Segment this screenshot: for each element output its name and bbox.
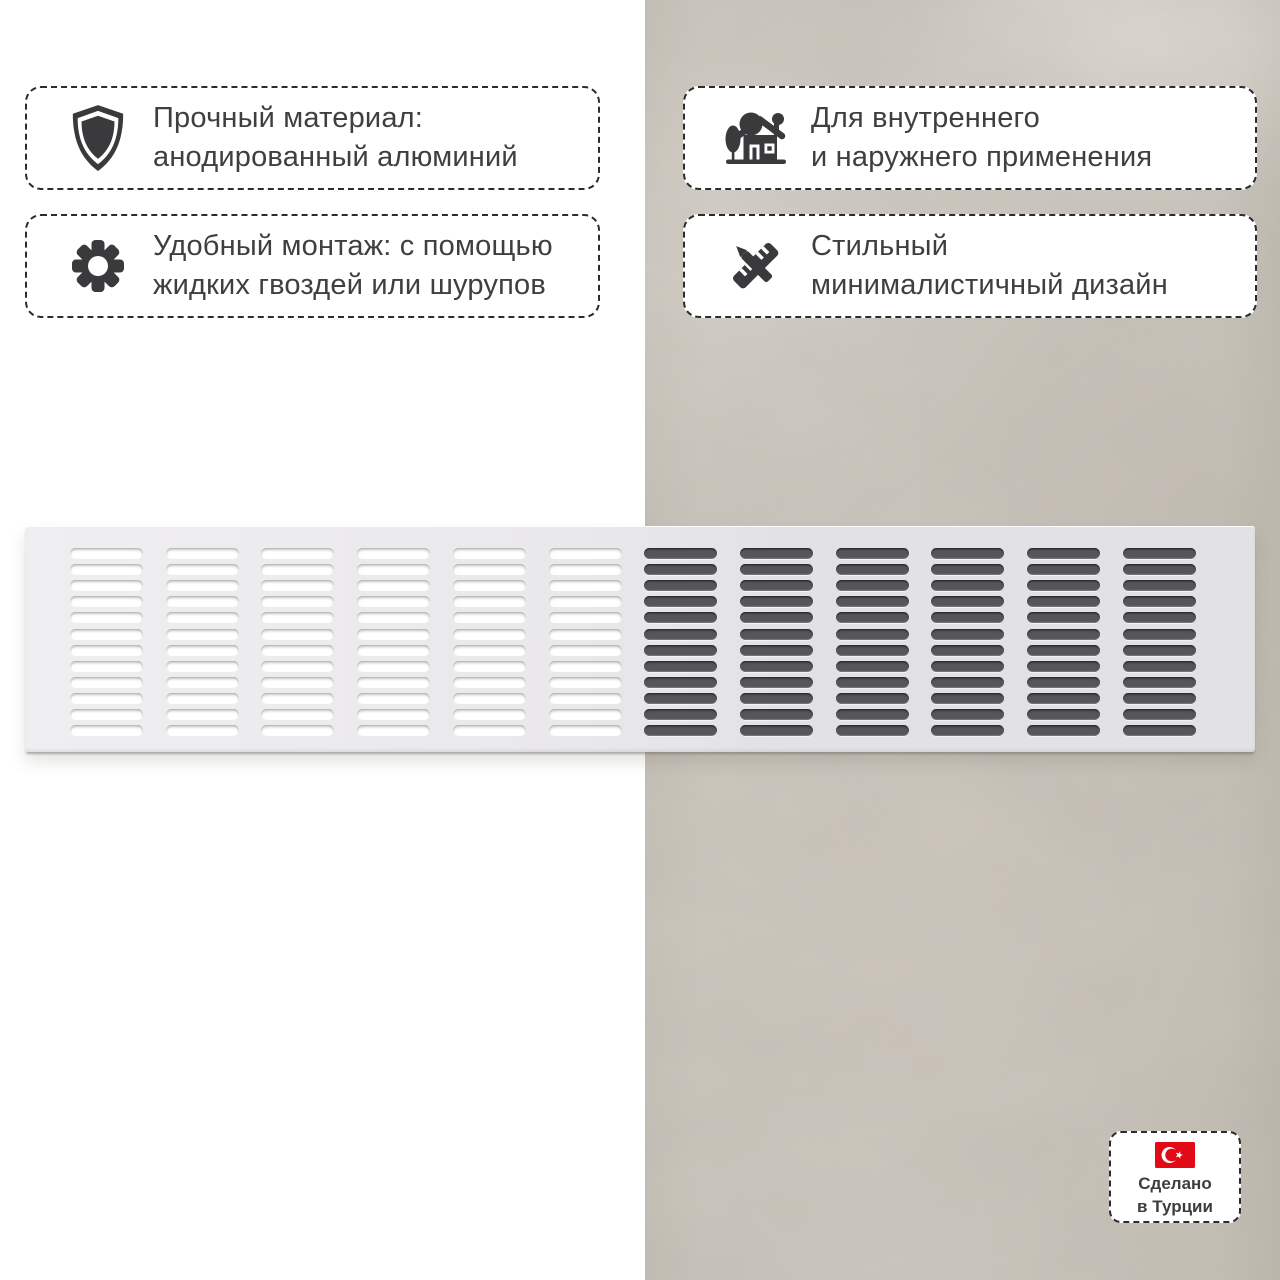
grille-slot xyxy=(453,725,526,736)
grille-slot xyxy=(166,645,239,656)
grille-slot xyxy=(261,709,334,720)
grille-slot xyxy=(740,580,813,591)
grille-slot xyxy=(70,596,143,607)
grille-slot xyxy=(644,693,717,704)
grille-slot xyxy=(70,693,143,704)
grille-slot xyxy=(1123,548,1196,559)
grille-slot xyxy=(549,629,622,640)
grille-slot xyxy=(1123,564,1196,575)
feature-box-design xyxy=(683,214,1257,318)
grille-slot xyxy=(1027,709,1100,720)
pencil-ruler-icon xyxy=(723,237,789,295)
grille-slot xyxy=(261,693,334,704)
grille-slot xyxy=(1123,725,1196,736)
grille-slot xyxy=(549,564,622,575)
grille-slot xyxy=(740,677,813,688)
grille-slot xyxy=(549,725,622,736)
feature-text-design xyxy=(811,227,1168,305)
grille-slot xyxy=(931,580,1004,591)
grille-slot xyxy=(453,580,526,591)
grille-slot xyxy=(740,612,813,623)
feature-line: Удобный монтаж: с помощью xyxy=(153,230,553,262)
grille-slot xyxy=(357,645,430,656)
grille-slot xyxy=(70,709,143,720)
grille-slot xyxy=(931,661,1004,672)
grille-slot xyxy=(70,612,143,623)
grille-slot xyxy=(166,709,239,720)
feature-box-mounting xyxy=(25,214,600,318)
grille-slot xyxy=(644,564,717,575)
grille-slot xyxy=(740,709,813,720)
shield-icon xyxy=(65,103,131,173)
grille-slot xyxy=(836,612,909,623)
grille-slot xyxy=(453,548,526,559)
grille-slot xyxy=(261,564,334,575)
feature-line: Прочный материал: xyxy=(153,102,424,134)
grille-slot xyxy=(1123,580,1196,591)
grille-slot xyxy=(549,693,622,704)
grille-slot xyxy=(166,612,239,623)
ventilation-grille xyxy=(25,526,1255,752)
grille-slot xyxy=(166,725,239,736)
feature-line: Стильный xyxy=(811,230,949,262)
grille-slot xyxy=(644,596,717,607)
grille-slot xyxy=(1123,693,1196,704)
grille-slot xyxy=(166,564,239,575)
grille-slot xyxy=(740,596,813,607)
grille-slot xyxy=(1027,661,1100,672)
grille-slot xyxy=(836,725,909,736)
grille-slot xyxy=(644,725,717,736)
grille-slot xyxy=(836,596,909,607)
feature-line: минималистичный дизайн xyxy=(811,269,1168,301)
grille-slot xyxy=(1123,596,1196,607)
grille-slot xyxy=(70,548,143,559)
grille-slot xyxy=(644,677,717,688)
grille-slot xyxy=(166,693,239,704)
grille-slot xyxy=(549,580,622,591)
grille-slot xyxy=(70,661,143,672)
grille-slot xyxy=(357,709,430,720)
grille-slot xyxy=(1123,709,1196,720)
grille-slot xyxy=(1027,548,1100,559)
grille-slot xyxy=(549,645,622,656)
grille-slot xyxy=(166,548,239,559)
grille-slot xyxy=(1123,645,1196,656)
grille-slot xyxy=(836,629,909,640)
grille-slot xyxy=(931,677,1004,688)
grille-slot xyxy=(70,564,143,575)
grille-slot xyxy=(836,693,909,704)
grille-slot xyxy=(644,645,717,656)
grille-slot xyxy=(357,677,430,688)
grille-slot xyxy=(1027,629,1100,640)
feature-text-application xyxy=(811,99,1152,177)
grille-slot xyxy=(836,564,909,575)
grille-slot xyxy=(549,596,622,607)
grille-slot xyxy=(261,645,334,656)
grille-slot xyxy=(549,661,622,672)
grille-slot xyxy=(740,548,813,559)
grille-slot xyxy=(357,612,430,623)
grille-slot xyxy=(740,629,813,640)
grille-slot xyxy=(261,580,334,591)
grille-slot xyxy=(549,548,622,559)
grille-slot xyxy=(1123,661,1196,672)
grille-slot xyxy=(931,548,1004,559)
gear-icon xyxy=(65,236,131,296)
grille-slot xyxy=(357,564,430,575)
grille-slot xyxy=(931,645,1004,656)
grille-slot xyxy=(1027,677,1100,688)
grille-slot xyxy=(644,629,717,640)
feature-box-application xyxy=(683,86,1257,190)
grille-slot xyxy=(931,693,1004,704)
grille-slot xyxy=(1123,677,1196,688)
grille-slot xyxy=(357,725,430,736)
grille-slot xyxy=(644,709,717,720)
grille-slot xyxy=(740,661,813,672)
grille-slot xyxy=(357,661,430,672)
grille-slot xyxy=(644,612,717,623)
grille-slot xyxy=(549,677,622,688)
grille-slot xyxy=(836,580,909,591)
grille-slot xyxy=(453,661,526,672)
grille-slot xyxy=(357,693,430,704)
grille-slot xyxy=(931,612,1004,623)
grille-slot xyxy=(357,629,430,640)
grille-slot xyxy=(357,596,430,607)
made-in-turkey-badge xyxy=(1109,1131,1241,1223)
grille-slot xyxy=(166,661,239,672)
grille-slot xyxy=(931,596,1004,607)
grille-slot xyxy=(357,548,430,559)
grille-slot xyxy=(740,564,813,575)
grille-slot xyxy=(1027,612,1100,623)
made-in-line-2: в Турции xyxy=(1137,1197,1213,1216)
grille-slot xyxy=(166,596,239,607)
grille-slot xyxy=(836,645,909,656)
grille-slot xyxy=(644,548,717,559)
grille-slot xyxy=(836,709,909,720)
grille-slot xyxy=(549,709,622,720)
grille-slot xyxy=(1123,612,1196,623)
grille-slot xyxy=(453,596,526,607)
feature-text-material xyxy=(153,99,518,177)
made-in-line-1: Сделано xyxy=(1138,1174,1212,1193)
grille-slot xyxy=(166,629,239,640)
grille-slot xyxy=(453,612,526,623)
grille-slot xyxy=(261,596,334,607)
grille-slot xyxy=(931,709,1004,720)
feature-box-material xyxy=(25,86,600,190)
feature-line: и наружнего применения xyxy=(811,141,1153,173)
grille-slot xyxy=(166,677,239,688)
feature-line: анодированный алюминий xyxy=(153,141,518,173)
grille-slot xyxy=(740,725,813,736)
feature-text-mounting xyxy=(153,227,553,305)
grille-slot xyxy=(70,645,143,656)
grille-slot xyxy=(1027,693,1100,704)
grille-slot xyxy=(453,564,526,575)
grille-slot xyxy=(836,548,909,559)
grille-slot xyxy=(644,580,717,591)
grille-slot xyxy=(1027,725,1100,736)
grille-slot xyxy=(70,580,143,591)
grille-slot xyxy=(836,677,909,688)
grille-slot xyxy=(644,661,717,672)
grille-slot xyxy=(70,725,143,736)
grille-slot xyxy=(166,580,239,591)
grille-slot xyxy=(1027,596,1100,607)
grille-slot xyxy=(357,580,430,591)
grille-slot xyxy=(1027,564,1100,575)
grille-slot xyxy=(1123,629,1196,640)
feature-line: жидких гвоздей или шурупов xyxy=(153,269,546,301)
grille-slot xyxy=(740,693,813,704)
turkey-flag-icon xyxy=(1155,1142,1195,1168)
grille-slot xyxy=(453,709,526,720)
grille-slot xyxy=(70,677,143,688)
grille-slot xyxy=(931,725,1004,736)
grille-slot xyxy=(261,725,334,736)
grille-slot xyxy=(453,677,526,688)
grille-slot xyxy=(931,629,1004,640)
grille-slot xyxy=(261,661,334,672)
grille-slot xyxy=(453,629,526,640)
grille-slot xyxy=(261,612,334,623)
grille-slot xyxy=(453,693,526,704)
grille-slot xyxy=(549,612,622,623)
grille-slot xyxy=(261,629,334,640)
grille-slot xyxy=(836,661,909,672)
house-icon xyxy=(723,108,789,168)
grille-slot xyxy=(931,564,1004,575)
grille-slot xyxy=(453,645,526,656)
grille-slot xyxy=(1027,580,1100,591)
grille-slot xyxy=(261,677,334,688)
grille-slot xyxy=(740,645,813,656)
feature-line: Для внутреннего xyxy=(811,102,1041,134)
grille-slot xyxy=(1027,645,1100,656)
grille-slot xyxy=(261,548,334,559)
grille-slot xyxy=(70,629,143,640)
